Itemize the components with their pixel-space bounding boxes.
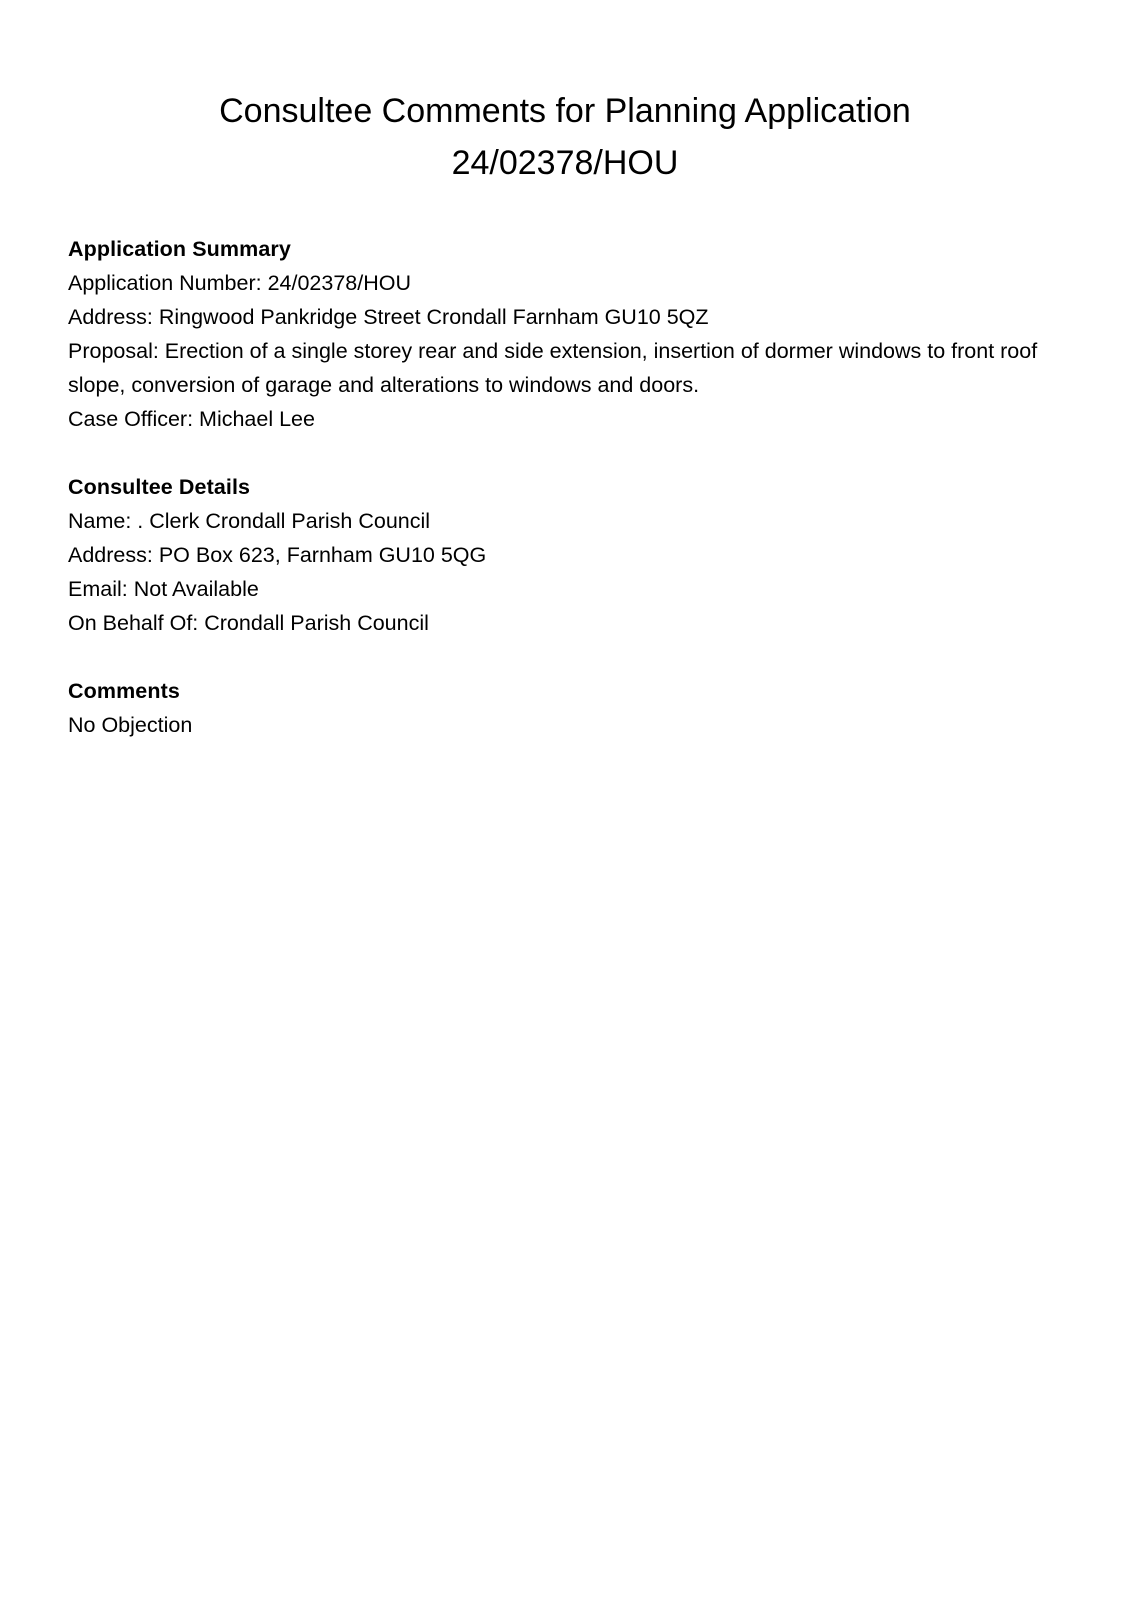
consultee-address: Address: PO Box 623, Farnham GU10 5QG: [68, 543, 487, 567]
application-proposal: Proposal: Erection of a single storey rear and side extension, insertion of dormer windows to front roof slope, conversion of garage and alterations to windows and doors.: [68, 339, 1038, 397]
application-address: Address: Ringwood Pankridge Street Crondall Farnham GU10 5QZ: [68, 305, 709, 329]
page-title: [0, 85, 1130, 189]
consultee-on-behalf-of: On Behalf Of: Crondall Parish Council: [68, 611, 429, 635]
consultee-details-heading: Consultee Details: [68, 475, 251, 499]
consultee-email: Email: Not Available: [68, 577, 259, 601]
comments-text: No Objection: [68, 713, 193, 737]
case-officer: Case Officer: Michael Lee: [68, 407, 315, 431]
document-content: [68, 232, 1058, 776]
comments-section: [68, 674, 1058, 742]
application-summary-section: [68, 232, 1058, 436]
consultee-name: Name: . Clerk Crondall Parish Council: [68, 509, 431, 533]
application-summary-heading: Application Summary: [68, 237, 291, 261]
comments-heading: Comments: [68, 679, 180, 703]
title-line-1: Consultee Comments for Planning Application: [219, 92, 911, 130]
application-number: Application Number: 24/02378/HOU: [68, 271, 411, 295]
consultee-details-section: [68, 470, 1058, 640]
title-line-2: 24/02378/HOU: [451, 144, 679, 182]
